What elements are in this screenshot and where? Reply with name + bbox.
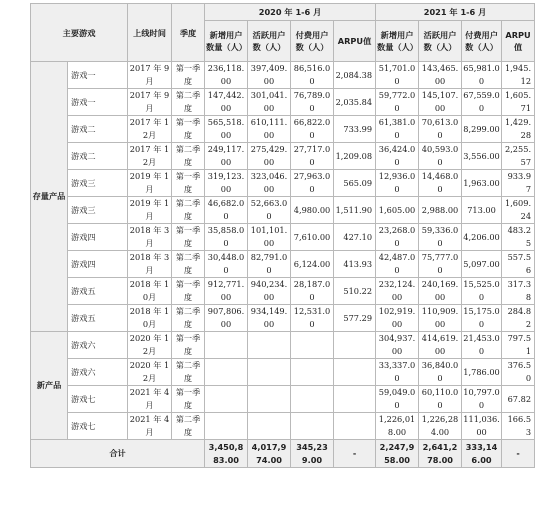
cell-arpu-2020 (334, 332, 376, 359)
header-main-game: 主要游戏 (31, 4, 128, 62)
cell-launch-time: 2018 年 10月 (128, 278, 172, 305)
cell-game: 游戏一 (68, 89, 128, 116)
cell-paying-users-2020 (291, 386, 334, 413)
cell-new-users-2020: 46,682.00 (205, 197, 248, 224)
cell-paying-users-2021: 1,786.00 (462, 359, 502, 386)
cell-new-users-2020 (205, 359, 248, 386)
cell-paying-users-2021: 3,556.00 (462, 143, 502, 170)
cell-quarter: 第二季度 (172, 305, 205, 332)
cell-new-users-2020: 147,442.00 (205, 89, 248, 116)
cell-active-users-2021: 14,468.00 (419, 170, 462, 197)
cell-arpu-2020: 1,511.90 (334, 197, 376, 224)
cell-launch-time: 2018 年 10月 (128, 305, 172, 332)
table-row (31, 305, 535, 332)
cell-quarter: 第二季度 (172, 143, 205, 170)
cell-paying-users-2021: 111,036.00 (462, 413, 502, 440)
table-row (31, 413, 535, 440)
cell-active-users-2020: 301,041.00 (248, 89, 291, 116)
cell-launch-time: 2018 年 3月 (128, 251, 172, 278)
cell-arpu-2020: 413.93 (334, 251, 376, 278)
total-arpu-2020: - (334, 440, 376, 468)
cell-paying-users-2021: 21,453.00 (462, 332, 502, 359)
total-paying-users-2020: 345,239.00 (291, 440, 334, 468)
cell-paying-users-2020: 27,717.00 (291, 143, 334, 170)
table-row (31, 116, 535, 143)
cell-new-users-2021: 232,124.00 (376, 278, 419, 305)
cell-arpu-2020: 565.09 (334, 170, 376, 197)
cell-active-users-2021: 414,619.00 (419, 332, 462, 359)
table-row (31, 62, 535, 89)
cell-arpu-2020: 2,035.84 (334, 89, 376, 116)
total-active-users-2021: 2,641,278.00 (419, 440, 462, 468)
cell-game: 游戏三 (68, 197, 128, 224)
total-active-users-2020: 4,017,974.00 (248, 440, 291, 468)
cell-arpu-2021: 2,255.57 (502, 143, 535, 170)
cell-paying-users-2020: 66,822.00 (291, 116, 334, 143)
cell-active-users-2020 (248, 332, 291, 359)
cell-launch-time: 2020 年 12月 (128, 359, 172, 386)
cell-paying-users-2021: 8,299.00 (462, 116, 502, 143)
cell-new-users-2021: 42,487.00 (376, 251, 419, 278)
cell-active-users-2021: 70,613.00 (419, 116, 462, 143)
cell-new-users-2021: 36,424.00 (376, 143, 419, 170)
cell-new-users-2020: 249,117.00 (205, 143, 248, 170)
cell-new-users-2021: 23,268.00 (376, 224, 419, 251)
cell-quarter: 第二季度 (172, 413, 205, 440)
cell-new-users-2021: 304,937.00 (376, 332, 419, 359)
cell-game: 游戏六 (68, 332, 128, 359)
cell-paying-users-2020: 28,187.00 (291, 278, 334, 305)
cell-quarter: 第一季度 (172, 116, 205, 143)
cell-active-users-2021: 145,107.00 (419, 89, 462, 116)
header-quarter: 季度 (172, 4, 205, 62)
cell-quarter: 第二季度 (172, 251, 205, 278)
cell-paying-users-2020: 27,963.00 (291, 170, 334, 197)
cell-quarter: 第一季度 (172, 386, 205, 413)
cell-game: 游戏二 (68, 116, 128, 143)
table-row (31, 359, 535, 386)
cell-arpu-2021: 284.82 (502, 305, 535, 332)
cell-active-users-2020: 82,791.00 (248, 251, 291, 278)
cell-active-users-2020: 275,429.00 (248, 143, 291, 170)
data-table-container (30, 3, 534, 468)
cell-new-users-2020: 30,448.00 (205, 251, 248, 278)
total-paying-users-2021: 333,146.00 (462, 440, 502, 468)
cell-new-users-2020: 912,771.00 (205, 278, 248, 305)
cell-arpu-2021: 1,945.12 (502, 62, 535, 89)
header-active-users-2020: 活跃用户数（人） (248, 21, 291, 62)
cell-launch-time: 2019 年 1月 (128, 197, 172, 224)
table-body (31, 62, 535, 468)
cell-active-users-2021: 60,110.00 (419, 386, 462, 413)
cell-quarter: 第一季度 (172, 278, 205, 305)
cell-new-users-2021: 61,381.00 (376, 116, 419, 143)
cell-arpu-2020: 1,209.08 (334, 143, 376, 170)
cell-game: 游戏五 (68, 305, 128, 332)
table-row (31, 89, 535, 116)
cell-paying-users-2021: 15,175.00 (462, 305, 502, 332)
cell-new-users-2021: 33,337.00 (376, 359, 419, 386)
group-new-products: 新产品 (31, 332, 68, 440)
cell-active-users-2020: 323,046.00 (248, 170, 291, 197)
cell-launch-time: 2017 年 9月 (128, 89, 172, 116)
cell-new-users-2020: 35,858.00 (205, 224, 248, 251)
cell-launch-time: 2019 年 1月 (128, 170, 172, 197)
cell-active-users-2021: 75,777.00 (419, 251, 462, 278)
cell-active-users-2020: 52,663.00 (248, 197, 291, 224)
cell-arpu-2021: 1,605.71 (502, 89, 535, 116)
cell-new-users-2021: 1,226,018.00 (376, 413, 419, 440)
cell-paying-users-2021: 10,797.00 (462, 386, 502, 413)
table-row (31, 224, 535, 251)
cell-new-users-2021: 51,701.00 (376, 62, 419, 89)
cell-arpu-2020: 510.22 (334, 278, 376, 305)
total-new-users-2021: 2,247,958.00 (376, 440, 419, 468)
cell-active-users-2021: 1,226,284.00 (419, 413, 462, 440)
cell-active-users-2021: 143,465.00 (419, 62, 462, 89)
cell-paying-users-2020 (291, 332, 334, 359)
cell-quarter: 第一季度 (172, 170, 205, 197)
cell-arpu-2021: 483.25 (502, 224, 535, 251)
cell-launch-time: 2017 年 9月 (128, 62, 172, 89)
cell-paying-users-2020: 6,124.00 (291, 251, 334, 278)
cell-game: 游戏七 (68, 386, 128, 413)
cell-paying-users-2020: 12,531.00 (291, 305, 334, 332)
cell-paying-users-2021: 1,963.00 (462, 170, 502, 197)
cell-active-users-2020 (248, 413, 291, 440)
cell-arpu-2020 (334, 359, 376, 386)
cell-active-users-2021: 59,336.00 (419, 224, 462, 251)
cell-game: 游戏七 (68, 413, 128, 440)
cell-quarter: 第一季度 (172, 224, 205, 251)
cell-active-users-2021: 240,169.00 (419, 278, 462, 305)
cell-launch-time: 2020 年 12月 (128, 332, 172, 359)
header-period-2020: 2020 年 1-6 月 (205, 4, 376, 21)
cell-active-users-2021: 36,840.00 (419, 359, 462, 386)
cell-active-users-2020: 940,234.00 (248, 278, 291, 305)
game-metrics-table (30, 3, 535, 468)
table-row (31, 386, 535, 413)
cell-game: 游戏四 (68, 224, 128, 251)
cell-paying-users-2020: 86,516.00 (291, 62, 334, 89)
total-arpu-2021: - (502, 440, 535, 468)
cell-arpu-2020: 577.29 (334, 305, 376, 332)
cell-paying-users-2020: 4,980.00 (291, 197, 334, 224)
cell-active-users-2021: 2,988.00 (419, 197, 462, 224)
cell-quarter: 第二季度 (172, 359, 205, 386)
cell-arpu-2021: 166.53 (502, 413, 535, 440)
cell-new-users-2021: 59,772.00 (376, 89, 419, 116)
cell-arpu-2021: 1,609.24 (502, 197, 535, 224)
table-row (31, 197, 535, 224)
cell-arpu-2021: 67.82 (502, 386, 535, 413)
cell-paying-users-2021: 5,097.00 (462, 251, 502, 278)
cell-active-users-2020: 934,149.00 (248, 305, 291, 332)
cell-paying-users-2021: 4,206.00 (462, 224, 502, 251)
header-period-2021: 2021 年 1-6 月 (376, 4, 535, 21)
cell-paying-users-2020 (291, 413, 334, 440)
header-launch-time: 上线时间 (128, 4, 172, 62)
cell-new-users-2020 (205, 386, 248, 413)
cell-arpu-2021: 1,429.28 (502, 116, 535, 143)
cell-quarter: 第一季度 (172, 62, 205, 89)
cell-new-users-2020 (205, 413, 248, 440)
header-paying-users-2020: 付费用户数（人） (291, 21, 334, 62)
cell-paying-users-2021: 67,559.00 (462, 89, 502, 116)
cell-arpu-2021: 933.97 (502, 170, 535, 197)
cell-launch-time: 2017 年 12月 (128, 143, 172, 170)
cell-arpu-2020 (334, 413, 376, 440)
header-arpu-2021: ARPU值 (502, 21, 535, 62)
cell-new-users-2020: 565,518.00 (205, 116, 248, 143)
header-active-users-2021: 活跃用户数（人） (419, 21, 462, 62)
table-row (31, 332, 535, 359)
cell-quarter: 第二季度 (172, 197, 205, 224)
cell-active-users-2021: 110,909.00 (419, 305, 462, 332)
table-row (31, 278, 535, 305)
header-arpu-2020: ARPU值 (334, 21, 376, 62)
cell-new-users-2021: 12,936.00 (376, 170, 419, 197)
total-label: 合计 (31, 440, 205, 468)
cell-paying-users-2021: 65,981.00 (462, 62, 502, 89)
cell-new-users-2020 (205, 332, 248, 359)
table-row (31, 143, 535, 170)
cell-active-users-2020: 397,409.00 (248, 62, 291, 89)
cell-game: 游戏四 (68, 251, 128, 278)
cell-arpu-2020 (334, 386, 376, 413)
cell-new-users-2021: 1,605.00 (376, 197, 419, 224)
cell-arpu-2020: 427.10 (334, 224, 376, 251)
cell-active-users-2020: 610,111.00 (248, 116, 291, 143)
cell-paying-users-2020: 7,610.00 (291, 224, 334, 251)
cell-paying-users-2020 (291, 359, 334, 386)
cell-new-users-2021: 102,919.00 (376, 305, 419, 332)
cell-quarter: 第一季度 (172, 332, 205, 359)
cell-game: 游戏三 (68, 170, 128, 197)
cell-arpu-2020: 2,084.38 (334, 62, 376, 89)
header-paying-users-2021: 付费用户数（人） (462, 21, 502, 62)
cell-active-users-2020 (248, 359, 291, 386)
cell-paying-users-2020: 76,789.00 (291, 89, 334, 116)
cell-new-users-2020: 236,118.00 (205, 62, 248, 89)
cell-arpu-2021: 797.51 (502, 332, 535, 359)
cell-launch-time: 2021 年 4月 (128, 386, 172, 413)
cell-paying-users-2021: 15,525.00 (462, 278, 502, 305)
cell-game: 游戏六 (68, 359, 128, 386)
cell-new-users-2020: 319,123.00 (205, 170, 248, 197)
cell-game: 游戏二 (68, 143, 128, 170)
cell-new-users-2021: 59,049.00 (376, 386, 419, 413)
cell-game: 游戏一 (68, 62, 128, 89)
cell-launch-time: 2018 年 3月 (128, 224, 172, 251)
header-new-users-2020: 新增用户数量（人） (205, 21, 248, 62)
cell-new-users-2020: 907,806.00 (205, 305, 248, 332)
cell-arpu-2021: 317.38 (502, 278, 535, 305)
cell-launch-time: 2017 年 12月 (128, 116, 172, 143)
cell-arpu-2020: 733.99 (334, 116, 376, 143)
cell-arpu-2021: 376.50 (502, 359, 535, 386)
table-row (31, 251, 535, 278)
cell-paying-users-2021: 713.00 (462, 197, 502, 224)
cell-active-users-2020: 101,101.00 (248, 224, 291, 251)
cell-quarter: 第二季度 (172, 89, 205, 116)
cell-active-users-2021: 40,593.00 (419, 143, 462, 170)
group-existing-products: 存量产品 (31, 62, 68, 332)
total-new-users-2020: 3,450,883.00 (205, 440, 248, 468)
total-row (31, 440, 535, 468)
header-new-users-2021: 新增用户数量（人） (376, 21, 419, 62)
cell-launch-time: 2021 年 4月 (128, 413, 172, 440)
cell-arpu-2021: 557.56 (502, 251, 535, 278)
cell-active-users-2020 (248, 386, 291, 413)
cell-game: 游戏五 (68, 278, 128, 305)
table-row (31, 170, 535, 197)
